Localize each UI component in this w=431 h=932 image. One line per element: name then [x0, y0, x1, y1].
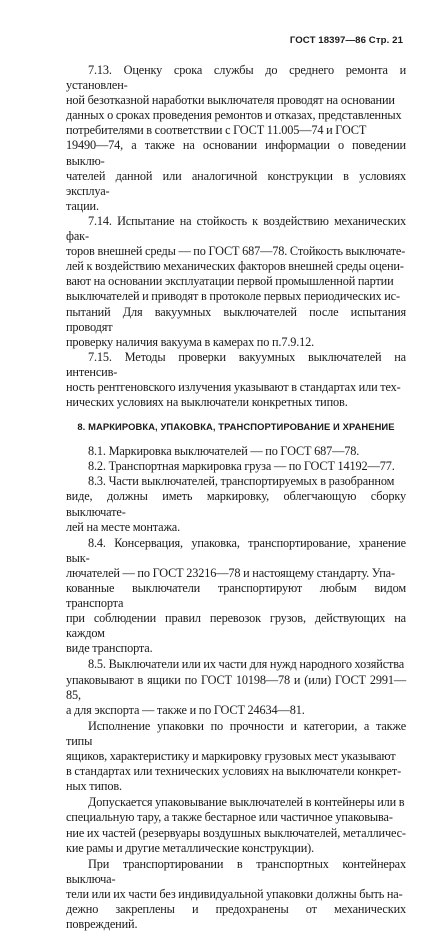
- paragraph-8-3: 8.3. Части выключателей, транспортируемых в разобранном виде, должны иметь маркировку, облегчающую сборку выключате- лей на месте монтажа.: [66, 474, 406, 534]
- paragraph-containers: Допускается упаковывание выключателей в контейнеры или в специальную тару, а также бестарное или частичное упаковыва- ние их частей (резервуары воздушных выключателей, металличес- кие рамы и другие металлические конструкции).: [66, 795, 406, 855]
- paragraph-8-4: 8.4. Консервация, упаковка, транспортирование, хранение вык- лючателей — по ГОСТ 23216—78 и настоящему стандарту. Упа- кованные выключатели транспортируют любым видом транспорта при соблюдении правил перевозок грузов, действующих на каждом виде транспорта.: [66, 535, 406, 656]
- paragraph-transport-containers: При транспортировании в транспортных контейнерах выключа- тели или их части без индивидуальной упаковки должны быть на- дежно закреплены и предохранены от механических повреждений.: [66, 856, 406, 932]
- paragraph-8-2: 8.2. Транспортная маркировка груза — по ГОСТ 14192—77.: [88, 459, 395, 474]
- page-body: [66, 63, 406, 932]
- paragraph-7-13: 7.13. Оценку срока службы до среднего ремонта и установлен- ной безотказной наработки выключателя проводят на основании данных о сроках проведения ремонтов и отказах, представленных потребителями в соответствии с ГОСТ 11.005—74 и ГОСТ 19490—74, а также на основании информации о поведении выклю- чателей данной или аналогичной конструкции в условиях эксплуа- тации.: [66, 63, 406, 213]
- paragraph-7-15: 7.15. Методы проверки вакуумных выключателей на интенсив- ность рентгеновского излучения указывают в стандартах или тех- нических условиях на выключатели конкретных типов.: [66, 349, 406, 410]
- paragraph-8-1: 8.1. Маркировка выключателей — по ГОСТ 687—78.: [88, 444, 360, 459]
- paragraph-8-5: 8.5. Выключатели или их части для нужд народного хозяйства упаковывают в ящики по ГОСТ 10198—78 и (или) ГОСТ 2991—85, а для экспорта — также и по ГОСТ 24634—81.: [66, 657, 406, 717]
- paragraph-7-14: 7.14. Испытание на стойкость к воздействию механических фак- торов внешней среды — по ГОСТ 687—78. Стойкость выключате- лей к воздействию механических факторов внешней среды оцени- вают на основании эксплуатации первой промышленной партии выключателей и приводят в протоколе первых периодических ис- пытаний Для вакуумных выключателей после испытания проводят проверку наличия вакуума в камерах по п.7.9.12.: [66, 213, 406, 349]
- paragraph-packing-execution: Исполнение упаковки по прочности и категории, а также типы ящиков, характеристику и маркировку грузовых мест указывают в стандартах или технических условиях на выключатели конкрет- ных типов.: [66, 718, 406, 794]
- running-head: ГОСТ 18397—86 Стр. 21: [289, 35, 403, 46]
- section-8-heading: 8. МАРКИРОВКА, УПАКОВКА, ТРАНСПОРТИРОВАНИЕ И ХРАНЕНИЕ: [77, 421, 395, 433]
